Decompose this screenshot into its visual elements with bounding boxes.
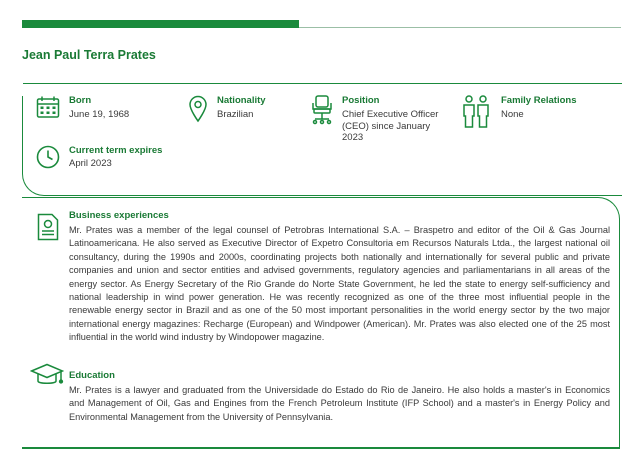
born-value: June 19, 1968 — [69, 109, 130, 120]
header-divider — [299, 27, 621, 28]
term-label: Current term expires — [69, 145, 163, 156]
position-value: Chief Executive Officer (CEO) since January 2023 — [342, 109, 439, 143]
person-name: Jean Paul Terra Prates — [22, 48, 156, 62]
business-text: Mr. Prates was a member of the legal counsel of Petrobras International S.A. – Braspetro and editor of the Oil & Gas Journal Latinoamericana. He also served as Executive Director of Expetro Consultoria em Recursos Naturals Ltda., the largest national oil consultancy, during the 1990s and 2000s, coordinating projects both nationally and internationally for several public and private companies and union and sector entities and advised governments, regulatory agencies and parliamentarians in all areas of the energy sector. As Energy Secretary of the Rio Grande do Norte State Government, he led the state to energy self-sufficiency and national leadership in wind power generation. He was recently recognized as one of the three most influential people in the renewable energy sector in Brazil and as one of the 50 most important personalities in the world energy sector by the two major international energy magazines: Recharge (European) and Windpower (American). Mr. Prates was also elected one of the 25 most influential in the world wind industry by Windopower magazine. — [69, 225, 610, 343]
document-icon — [37, 213, 59, 246]
education-title: Education — [69, 370, 115, 381]
location-pin-icon — [188, 95, 208, 128]
born-label: Born — [69, 95, 92, 106]
family-label: Family Relations — [501, 95, 577, 106]
business-title: Business experiences — [69, 210, 169, 221]
education-text: Mr. Prates is a lawyer and graduated from the Universidade do Estado do Rio de Janeiro. He also holds a master's in Economics and Management of Oil, Gas and Engines from the French Petroleum Institute (IFP School) and a master's in Energy Policy and Environmental Management from the University of Pennsylvania. — [69, 385, 610, 422]
nationality-value: Brazilian — [217, 109, 254, 120]
nationality-label: Nationality — [217, 95, 266, 106]
family-icon — [462, 95, 490, 134]
calendar-icon — [36, 95, 60, 124]
family-value: None — [501, 109, 524, 120]
graduation-cap-icon — [30, 363, 64, 394]
term-value: April 2023 — [69, 158, 112, 169]
position-label: Position — [342, 95, 380, 106]
header-accent-bar — [22, 20, 299, 28]
bottom-divider — [22, 447, 620, 449]
clock-icon — [36, 145, 60, 174]
office-chair-icon — [310, 95, 334, 130]
